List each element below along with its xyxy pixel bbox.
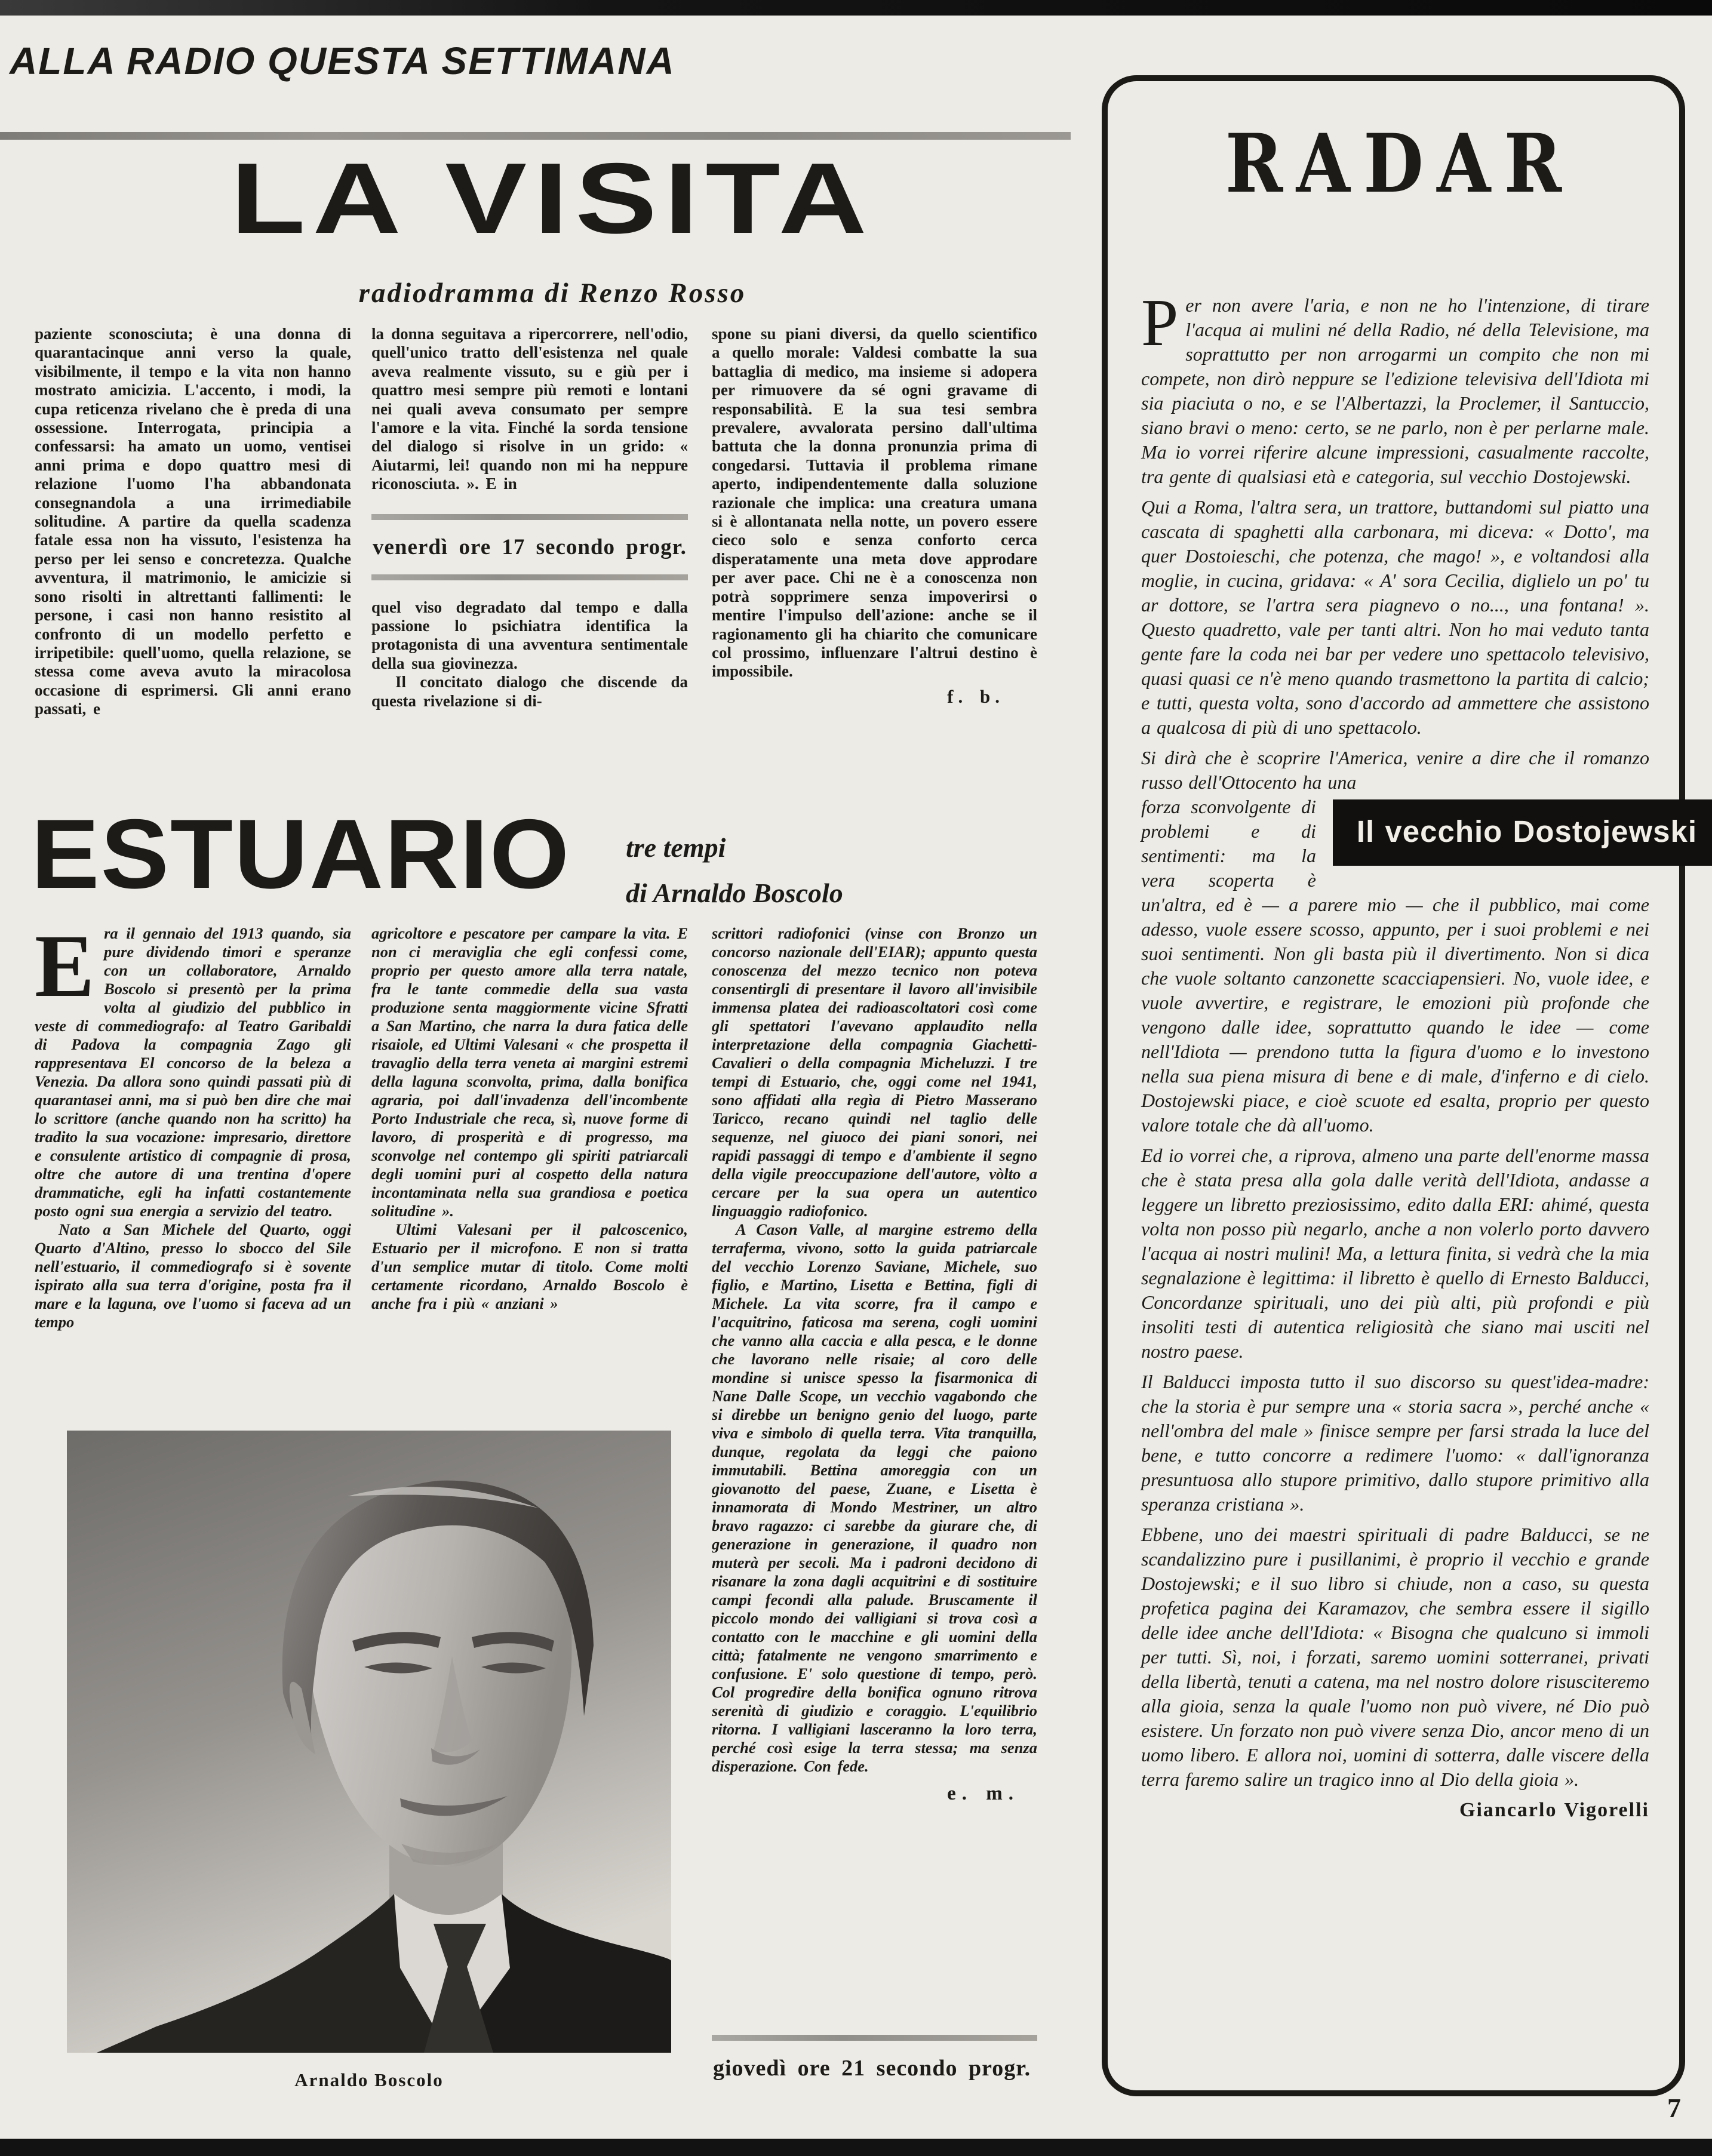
schedule-rule [712, 2035, 1037, 2041]
estuario-subtitle-line2: di Arnaldo Boscolo [626, 878, 843, 908]
schedule-rule-bottom [371, 574, 688, 580]
kicker-rule [0, 132, 1071, 140]
drop-cap: P [1141, 286, 1179, 360]
schedule-rule-top [371, 514, 688, 520]
schedule-block [712, 2035, 1037, 2096]
la-visita-column-1 [35, 325, 351, 802]
drop-cap: E [35, 924, 95, 1016]
radar-title: RADAR [1225, 116, 1575, 211]
top-edge-bar [0, 0, 1712, 16]
la-visita-column-3 [712, 325, 1037, 808]
arnaldo-boscolo-photo [67, 1431, 671, 2053]
author-initials: f. b. [947, 685, 1004, 707]
estuario-column-1 [35, 924, 351, 1411]
section-kicker: ALLA RADIO QUESTA SETTIMANA [10, 39, 675, 82]
author-initials: e. m. [947, 1783, 1019, 1804]
paragraph-text: er non avere l'aria, e non ne ho l'intenzione, di tirare l'acqua ai mulini né della Radio, né della Televisione, ma soprattutto per non arrogarmi un compito che non mi compete, non dirò neppure se l'edizione televisiva dell'Idiota mi sia piaciuta o no, e se l'Albertazzi, la Proclemer, il Santuccio, siano bravi o meno: certo, se ne parlo, non è per perlarne male. Ma io vorrei riferire alcune impressioni, casualmente raccolte, tra gente di qualsiasi età e categoria, sul vecchio Dostojewski. [1141, 294, 1649, 487]
photo-block [67, 1431, 671, 2089]
photo-caption: Arnaldo Boscolo [294, 2069, 444, 2090]
body-paragraph: quel viso degradato dal tempo e dalla passione lo psichiatra identifica la protagonista di una avventura sentimentale della sua giovinezza. [371, 598, 688, 672]
radar-column-box [1102, 75, 1698, 2096]
estuario-title: ESTUARIO [31, 799, 571, 909]
body-paragraph: agricoltore e pescatore per campare la vita. E non ci meraviglia che egli confessi come, proprio per questo amore alla terra natale, fra le tante commedie della sua vasta produzione senta maggiormente vicine Sfratti a San Martino, che narra la dura fatica delle risaiole, ed Ultimi Valesani « che prospetta il travaglio della terra veneta ai margini estremi della laguna sconvolta, prima, dalla bonifica agraria, poi dall'invadenza dell'incombente Porto Industriale che reca, sì, nuove forme di lavoro, di prosperità e di progresso, ma sconvolge nel contempo gli spiriti patriarcali degli uomini puri al cospetto della natura incontaminata nella sua grandiosa e poetica solitudine ». [371, 924, 688, 1220]
radar-paragraph [1141, 286, 1649, 489]
broadcast-time: venerdì ore 17 secondo progr. [373, 534, 687, 559]
radar-paragraph: Si dirà che è scoprire l'America, venire a dire che il romanzo russo dell'Ottocento ha una [1141, 747, 1649, 793]
radar-paragraph: Ebbene, uno dei maestri spirituali di padre Balducci, se ne scandalizzino pure i pusillanimi, è proprio il vecchio e grande Dostojewski; e il suo libro si chiude, non a caso, su questa profetica pagina dei Karamazov, che sembra essere il sigillo delle idee anche dell'Idiota: « Bisogna che qualcuno si immoli per tutti. Sì, noi, i forzati, saremo uomini sotterranei, privati della libertà, tenuti a catena, ma nel nostro dolore risusciteremo alla gioia, senza la quale l'uomo non può vivere, né Dio può esistere. Un forzato non può vivere senza Dio, ancor meno di un uomo libero. E allora noi, uomini di sotterra, dalle viscere della terra faremo salire un tragico inno al Dio della gioia ». [1141, 1524, 1649, 1790]
radar-paragraph [1141, 795, 1698, 1137]
bottom-edge-bar [0, 2139, 1712, 2156]
paragraph-text: ra il gennaio del 1913 quando, sia pure dividendo timori e speranze con un collaboratore, Arnaldo Boscolo si presentò per la prima volta al giudizio del pubblico in veste di commediografo: al Teatro Garibaldi di Padova la compagnia Zago gli rappresentava El concorso de la beleza a Venezia. Da allora sono quindi passati più di quarantasei anni, ma si può ben dire che mai lo scrittore (anche quando non ha scritto) ha tradito la sua vocazione: impresario, direttore e consulente artistico di compagnie di prosa, oltre che autore di una trentina d'opere drammatiche, egli ha infatti costantemente posto ogni sua energia a servizio del teatro. [35, 924, 351, 1220]
estuario-column-3 [712, 924, 1037, 2017]
body-paragraph: Il concitato dialogo che discende da questa rivelazione si di- [371, 673, 688, 710]
paragraph-text: forza sconvolgente di problemi e di sentimenti: ma la vera scoperta è un'altra, ed è — a parere mio — che il pubblico, mai come adesso, vuole essere scosso, appunto, per i suoi problemi e nei suoi sentimenti. Non gli basta più il divertimento. Non si dica che vuole soltanto canzonette scacciapensieri. No, vuole idee, e vuole avvertire, e registrare, le emozioni più profonde che vengono dalle idee, soprattutto quando le idee — come nell'Idiota — prendono tutta la figura d'uomo e lo investono nella sua piena misura di bene e di male, d'inferno e di cielo. Dostojewski piace, e cioè scuote ed esalta, proprio per questo valore totale che dà all'uomo. [1141, 796, 1649, 1136]
la-visita-column-2 [371, 325, 688, 802]
la-visita-title: LA VISITA [230, 142, 874, 254]
body-paragraph: paziente sconosciuta; è una donna di quarantacinque anni verso la quale, visibilmente, il tempo e la vita non hanno mostrato amicizia. L'accento, i modi, la cupa reticenza rivelano che è preda di una ossessione. Interrogata, principia a confessarsi: ha amato un uomo, ventisei anni prima e dopo quattro mesi di relazione l'uomo l'ha abbandonata consegnandola a una irrimediabile solitudine. A partire da quella scadenza fatale essa non ha vissuto, l'esistenza ha perso per lei senso e concretezza. Qualche avventura, il matrimonio, le amicizie si sono risolti in altrettanti fallimenti: le persone, i casi non hanno resistito al confronto di un modello perfetto e irripetibile: quell'uomo, quella relazione, se stessa come aveva avuto la miracolosa occasione di esprimersi. Gli anni erano passati, e [35, 325, 351, 718]
page-number: 7 [1667, 2093, 1681, 2123]
estuario-subtitle-line1: tre tempi [626, 832, 726, 863]
body-paragraph: scrittori radiofonici (vinse con Bronzo un concorso nazionale dell'EIAR); appunto questa conoscenza del mezzo tecnico non poteva consentirgli di presentare il lavoro all'invisibile immensa platea dei radioascoltatori così come gli spettatori l'avevano applaudito nella interpretazione della compagnia Giachetti-Cavalieri o della compagnia Micheluzzi. I tre tempi di Estuario, che, oggi come nel 1941, sono affidati alla regìa di Pietro Masserano Taricco, recano quindi nel taglio delle sequenze, nel giuoco dei piani sonori, nei rapidi passaggi di tempo e d'ambiente il segno della vigile preoccupazione dell'autore, vòlto a cercare per la sua opera un autentico linguaggio radiofonico. [712, 924, 1037, 1220]
broadcast-time: giovedì ore 21 secondo progr. [713, 2056, 1031, 2081]
estuario-subtitle [626, 825, 843, 916]
body-paragraph: A Cason Valle, al margine estremo della terraferma, vivono, sotto la guida patriarcale del vecchio Lorenzo Saviane, Michele, suo figlio, e Martino, Lisetta e Bettina, figli di Michele. La vita scorre, fra il campo e l'acquitrino, faticosa ma serena, cogli uomini che vanno alla caccia e alla pesca, e le donne che lavorano nelle risaie; al coro delle mondine si unisce spesso la fisarmonica di Nane Dalle Scope, un vecchio vagabondo che si direbbe un benigno genio del luogo, parte viva e simbolo di quella terra. Vita tranquilla, dunque, regolata da leggi che paiono immutabili. Bettina amoreggia con un giovanotto del paese, Zuane, e Lisetta è innamorata di Mondo Mestriner, un altro bravo ragazzo: ci sarebbe da giurare che, di generazione in generazione, il quadro non muterà per secoli. Ma i padroni decidono di risanare la zona dagli acquitrini e di sostituire campi fecondi alla palude. Bruscamente il piccolo mondo dei valligiani si trova così a contatto con le macchine e gli uomini della città; fatalmente ne vengono smarrimento e confusione. E' solo questione di tempo, però. Col progredire della bonifica ognuno ritrova serenità di giudizio e coraggio. L'equilibrio ritorna. I valligiani lasceranno la loro terra, perché così esige la terra stessa; ma senza disperazione. Con fede. [712, 1220, 1037, 1775]
radar-signature: Giancarlo Vigorelli [1459, 1799, 1649, 1821]
body-paragraph: Ultimi Valesani per il palcoscenico, Estuario per il microfono. E non si tratta d'un semplice mutar di titolo. Come molti certamente ricordano, Arnaldo Boscolo è anche fra i più « anziani » [371, 1220, 688, 1312]
dostojewski-label: Il vecchio Dostojewski [1333, 799, 1712, 866]
estuario-column-2 [371, 924, 688, 1420]
radar-paragraph: Ed io vorrei che, a riprova, almeno una parte dell'enorme massa che è stata presa alla gola dalle verità dell'Idiota, andasse a leggere un libretto preziosissimo, edito dalla ERI: ahimé, questa volta non posso più negarlo, anche a non volerlo porto davvero l'acqua ai nostri mulini! Ma, a lettura finita, si vedrà che la mia segnalazione è legittima: il libretto è quello di Ernesto Balducci, Concordanze spirituali, uno dei più alti, più profondi e più insoliti testi di autentica religiosità che siano mai usciti nel nostro paese. [1141, 1145, 1649, 1362]
la-visita-subtitle: radiodramma di Renzo Rosso [358, 278, 746, 309]
schedule-block [371, 514, 688, 580]
body-paragraph [35, 924, 351, 1220]
body-paragraph: la donna seguitava a ripercorrere, nell'odio, quell'unico tratto dell'esistenza nel quale aveva realmente vissuto, su e giù per i quattro mesi sempre più remoti e lontani nei quali aveva consumato per sempre l'amore e la vita. Finché la sorda tensione del dialogo si risolve in un grido: « Aiutarmi, lei! quando non mi ha neppure riconosciuta. ». E in [371, 325, 688, 493]
radar-body [1108, 286, 1698, 1821]
radar-paragraph: Il Balducci imposta tutto il suo discorso su quest'idea-madre: che la storia è pur sempre una « storia sacra », perché anche « nell'ombra del male » finisce sempre per farsi strada la luce del bene, e tutto concorre a redimere l'uomo: « dall'ignoranza presuntuosa allo stupore primitivo, dallo stupore primitivo alla speranza cristiana ». [1141, 1371, 1649, 1515]
body-paragraph: Nato a San Michele del Quarto, oggi Quarto d'Altino, presso lo sbocco del Sile nell'estuario, il commediografo si è sovente ispirato alla sua terra d'origine, posta fra il mare e la laguna, ove l'uomo si faceva ad un tempo [35, 1220, 351, 1331]
radar-paragraph: Qui a Roma, l'altra sera, un trattore, buttandomi sul piatto una cascata di spaghetti alla carbonara, mi diceva: « Dotto', ma quer Dostoieschi, che potenza, che mago! », e voltandosi alla moglie, in cucina, gridava: « A' sora Cecilia, diglielo un po' tu ar dottore, se l'artra sera piagnevo o no..., una fontana! ». Questo quadretto, vale per tanti altri. Non ho mai veduto tanta gente fare la coda nei bar per vedere uno spettacolo televisivo, quasi quasi ce n'è meno quando trasmettono la partita di calcio; e tutti, questa volta, sono d'accordo ad ammettere che assistono a qualcosa di più di uno spettacolo. [1141, 496, 1649, 738]
body-paragraph: spone su piani diversi, da quello scientifico a quello morale: Valdesi combatte la sua battaglia di medico, ma insieme si adopera per rimuovere da sé ogni gravame di responsabilità. E la sua tesi sembra prevalere, avvalorata persino dall'ultima battuta che la donna pronunzia prima di congedarsi. Tuttavia il problema rimane aperto, indipendentemente dalla soluzione razionale che implica: una creatura umana si è allontanata nella notte, un povero essere cieco solo e senza conforto cerca disperatamente una meta dove approdare per aver pace. Chi ne è a conoscenza non potrà sopprimere senza impoverirsi o mentire l'impulso dell'azione: anche se il ragionamento gli ha chiarito che comunicare col prossimo, influenzare l'altrui destino è impossibile. [712, 325, 1037, 681]
